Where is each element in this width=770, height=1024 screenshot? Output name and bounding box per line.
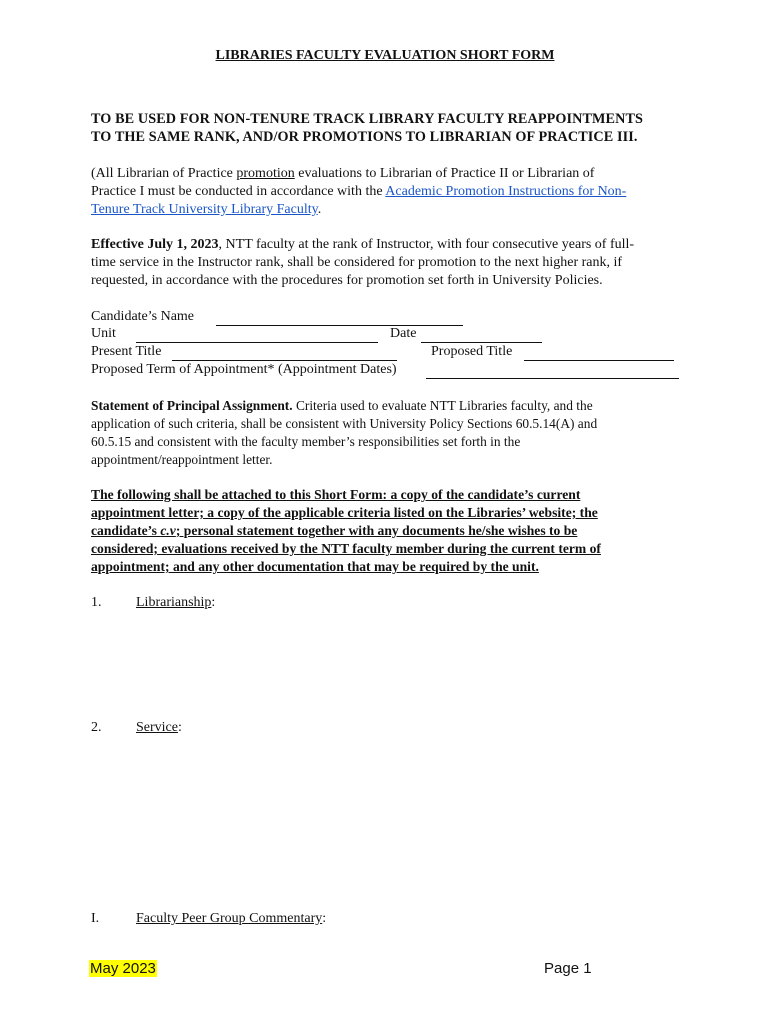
academic-promotion-instructions-link[interactable]: Academic Promotion Instructions for Non- — [385, 184, 627, 199]
attachments-cv: c.v — [160, 523, 176, 538]
attachments-text: candidate’s — [91, 523, 161, 538]
candidate-name-field[interactable] — [216, 312, 463, 326]
section-service — [136, 720, 182, 736]
intro-promotion-word: promotion — [236, 166, 295, 181]
attachments-line-3 — [91, 523, 577, 539]
statement-line-3: 60.5.15 and consistent with the faculty member’s responsibilities set forth in the — [91, 434, 521, 449]
intro-text: evaluations to Librarian of Practice II or Librarian of — [294, 166, 595, 181]
candidate-name-label: Candidate’s Name — [91, 309, 195, 324]
heading-line-1: TO BE USED FOR NON-TENURE TRACK LIBRARY FACULTY REAPPOINTMENTS — [91, 111, 643, 127]
intro-text: (All Librarian of Practice — [91, 166, 237, 181]
section-number: I. — [91, 911, 100, 926]
statement-text: Criteria used to evaluate NTT Libraries faculty, and the — [292, 398, 593, 413]
intro-line-3 — [91, 202, 321, 218]
section-label: Service — [136, 720, 178, 735]
proposed-title-field[interactable] — [524, 347, 674, 361]
proposed-term-field[interactable] — [426, 365, 679, 379]
form-title: LIBRARIES FACULTY EVALUATION SHORT FORM — [215, 48, 555, 63]
section-number: 1. — [91, 595, 102, 610]
section-number: 2. — [91, 720, 102, 735]
section-colon: : — [177, 720, 182, 735]
statement-line-4: appointment/reappointment letter. — [91, 452, 273, 467]
section-label: Faculty Peer Group Commentary — [136, 911, 323, 926]
effective-line-3: requested, in accordance with the procedures for promotion set forth in University Policies. — [91, 273, 603, 288]
attachments-line-5: appointment; and any other documentation that may be required by the unit. — [91, 559, 539, 574]
effective-text: , NTT faculty at the rank of Instructor, with four consecutive years of full- — [218, 237, 635, 252]
candidate-name-row — [91, 309, 194, 325]
intro-line-2 — [91, 184, 626, 200]
effective-line-1 — [91, 237, 634, 253]
proposed-title-label: Proposed Title — [431, 344, 513, 359]
attachments-line-1: The following shall be attached to this Short Form: a copy of the candidate’s current — [91, 487, 581, 502]
section-colon: : — [211, 595, 216, 610]
present-title-field[interactable] — [172, 347, 397, 361]
section-librarianship — [136, 595, 215, 611]
heading-line-2: TO THE SAME RANK, AND/OR PROMOTIONS TO LIBRARIAN OF PRACTICE III. — [91, 129, 638, 145]
statement-line-2: application of such criteria, shall be consistent with University Policy Sections 60.5.14(A) and — [91, 416, 598, 431]
section-colon: : — [322, 911, 327, 926]
statement-line-1 — [91, 398, 593, 414]
intro-text: Practice I must be conducted in accordance with the — [91, 184, 386, 199]
section-peer-commentary — [136, 911, 326, 927]
footer-page-number: Page 1 — [544, 960, 592, 977]
intro-text: . — [317, 202, 322, 217]
effective-line-2: time service in the Instructor rank, shall be considered for promotion to the next higher rank, if — [91, 255, 623, 270]
academic-promotion-instructions-link-cont[interactable]: Tenure Track University Library Faculty — [91, 202, 318, 217]
date-label: Date — [390, 326, 417, 341]
section-label: Librarianship — [136, 595, 212, 610]
attachments-line-4: considered; evaluations received by the NTT faculty member during the current term of — [91, 541, 601, 556]
date-field[interactable] — [421, 329, 542, 343]
attachments-line-2: appointment letter; a copy of the applicable criteria listed on the Libraries’ website; the — [91, 505, 598, 520]
intro-line-1 — [91, 166, 594, 182]
footer-date: May 2023 — [90, 960, 156, 977]
proposed-term-label: Proposed Term of Appointment* (Appointment Dates) — [91, 362, 397, 377]
effective-date: Effective July 1, 2023 — [91, 237, 219, 252]
unit-label: Unit — [91, 326, 116, 341]
attachments-text: ; personal statement together with any documents he/she wishes to be — [175, 523, 578, 538]
unit-field[interactable] — [136, 329, 378, 343]
statement-heading: Statement of Principal Assignment. — [91, 398, 293, 413]
present-title-label: Present Title — [91, 344, 162, 359]
